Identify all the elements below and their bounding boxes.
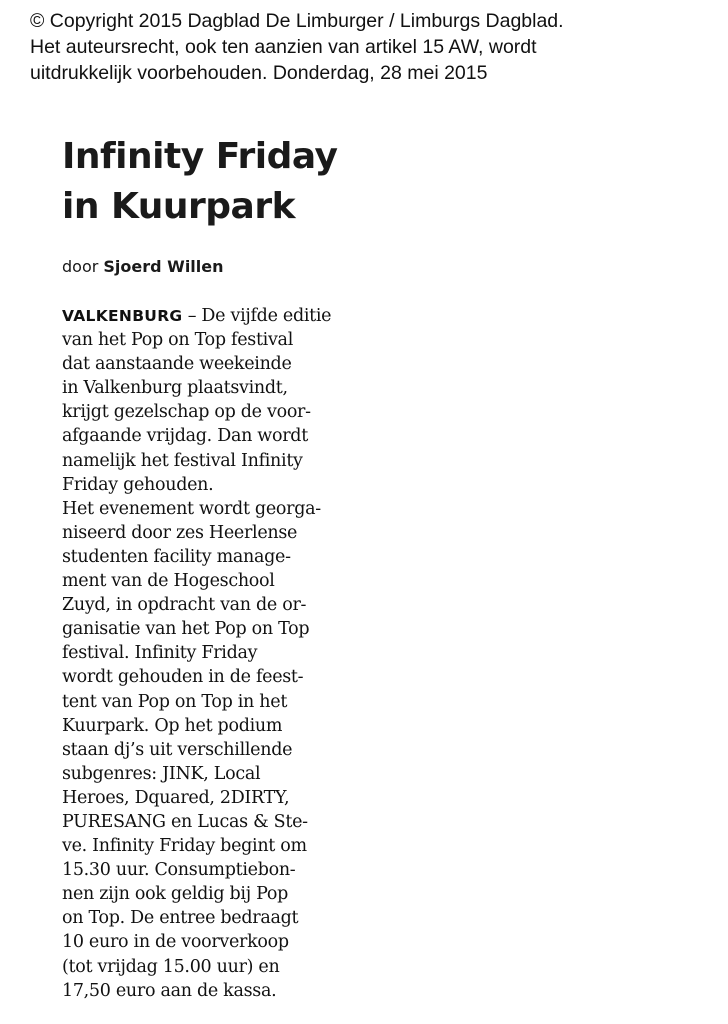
copyright-line: uitdrukkelijk voorbehouden. Donderdag, 28 mei 2015	[30, 62, 488, 84]
copyright-line: © Copyright 2015 Dagblad De Limburger / Limburgs Dagblad.	[30, 10, 564, 32]
body-line: Het evenement wordt georga-	[62, 498, 321, 519]
body-line: 15.30 uur. Consumptiebon-	[62, 860, 296, 881]
body-line: wordt gehouden in de feest-	[62, 667, 304, 688]
headline-line: in Kuurpark	[62, 186, 296, 227]
body-line: Kuurpark. Op het podium	[62, 715, 283, 736]
body-first-line-text: – De vijfde editie	[182, 306, 332, 326]
body-line: PURESANG en Lucas & Ste-	[62, 811, 308, 832]
body-line: in Valkenburg plaatsvindt,	[62, 378, 288, 399]
body-line: 10 euro in de voorverkoop	[62, 932, 289, 953]
article-body	[62, 304, 372, 1003]
body-line: van het Pop on Top festival	[62, 330, 293, 351]
body-line: afgaande vrijdag. Dan wordt	[62, 426, 308, 447]
body-line: ganisatie van het Pop on Top	[62, 619, 310, 640]
copyright-line: Het auteursrecht, ook ten aanzien van artikel 15 AW, wordt	[30, 36, 537, 58]
body-line: (tot vrijdag 15.00 uur) en	[62, 956, 280, 977]
body-line: niseerd door zes Heerlense	[62, 522, 298, 543]
body-line: subgenres: JINK, Local	[62, 763, 261, 784]
body-line: studenten facility manage-	[62, 546, 291, 567]
body-line: ment van de Hogeschool	[62, 571, 275, 592]
byline	[62, 256, 224, 278]
article-headline	[62, 132, 338, 232]
body-line: Heroes, Dquared, 2DIRTY,	[62, 787, 290, 808]
body-line: Zuyd, in opdracht van de or-	[62, 595, 307, 616]
body-line: Friday gehouden.	[62, 474, 214, 495]
body-line: nen zijn ook geldig bij Pop	[62, 884, 288, 905]
body-line: krijgt gezelschap op de voor-	[62, 402, 311, 423]
body-line: 17,50 euro aan de kassa.	[62, 980, 277, 1001]
body-line-first	[62, 304, 372, 328]
body-line: namelijk het festival Infinity	[62, 450, 303, 471]
body-line: staan dj’s uit verschillende	[62, 739, 293, 760]
headline-line: Infinity Friday	[62, 136, 338, 177]
body-line: ve. Infinity Friday begint om	[62, 836, 307, 857]
body-line: on Top. De entree bedraagt	[62, 908, 299, 929]
body-line: festival. Infinity Friday	[62, 643, 258, 664]
copyright-notice	[30, 8, 720, 86]
byline-author: Sjoerd Willen	[103, 257, 224, 276]
body-line: dat aanstaande weekeinde	[62, 354, 292, 375]
byline-prefix: door	[62, 257, 104, 276]
body-line: tent van Pop on Top in het	[62, 691, 288, 712]
dateline: VALKENBURG	[62, 307, 183, 325]
